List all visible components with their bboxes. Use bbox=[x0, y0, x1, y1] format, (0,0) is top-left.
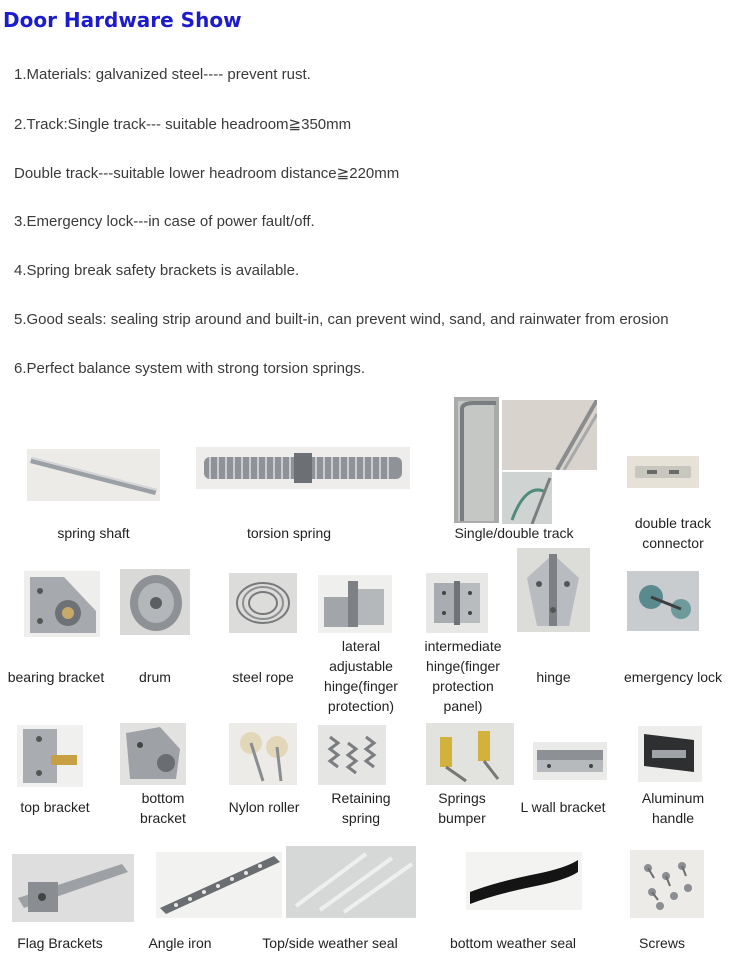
torsion-spring-label: torsion spring bbox=[246, 525, 332, 541]
lateral-hinge-label: lateral adjustable hinge(finger protection) bbox=[324, 638, 398, 714]
steel-rope-photo bbox=[229, 573, 297, 633]
spring-shaft-label: spring shaft bbox=[57, 525, 130, 541]
emergency-lock-photo bbox=[627, 571, 699, 631]
bottom-bracket-photo bbox=[120, 723, 186, 785]
feature-balance: 6.Perfect balance system with strong torsion springs. bbox=[14, 360, 365, 377]
track-detail-photo bbox=[502, 472, 552, 524]
hinge-photo bbox=[517, 548, 590, 632]
bottom-weather-seal-label: bottom weather seal bbox=[449, 935, 577, 951]
nylon-roller-label: Nylon roller bbox=[228, 799, 300, 815]
flag-brackets-label: Flag Brackets bbox=[17, 935, 103, 951]
feature-single-track: 2.Track:Single track--- suitable headroom≧350mm bbox=[14, 116, 352, 133]
hinge-label: hinge bbox=[536, 669, 571, 685]
page-title: Door Hardware Show bbox=[3, 8, 242, 32]
feature-emergency-lock: 3.Emergency lock---in case of power fault/off. bbox=[14, 213, 315, 230]
double-track-photo bbox=[502, 400, 597, 470]
drum-photo bbox=[120, 569, 190, 635]
single-double-track-label: Single/double track bbox=[454, 525, 574, 541]
bottom-bracket-label: bottom bracket bbox=[140, 790, 186, 826]
flag-brackets-photo bbox=[12, 854, 134, 922]
double-track-connector-label: double track connector bbox=[634, 515, 712, 551]
bearing-bracket-label: bearing bracket bbox=[7, 669, 105, 685]
screws-label: Screws bbox=[639, 935, 685, 951]
nylon-roller-photo bbox=[229, 723, 297, 785]
angle-iron-photo bbox=[156, 852, 282, 918]
feature-materials: 1.Materials: galvanized steel---- prevent rust. bbox=[14, 66, 311, 83]
intermediate-hinge-label: intermediate hinge(finger protection panel) bbox=[424, 638, 502, 714]
lateral-hinge-photo bbox=[318, 575, 392, 633]
screws-photo bbox=[630, 850, 704, 918]
top-side-weather-seal-label: Top/side weather seal bbox=[262, 935, 398, 951]
emergency-lock-label: emergency lock bbox=[623, 669, 723, 685]
drum-label: drum bbox=[139, 669, 171, 685]
l-wall-bracket-label: L wall bracket bbox=[520, 799, 606, 815]
feature-seals: 5.Good seals: sealing strip around and built-in, can prevent wind, sand, and rainwater from erosion bbox=[14, 311, 669, 328]
top-side-weather-seal-photo bbox=[286, 846, 416, 918]
spring-shaft-photo bbox=[27, 449, 160, 501]
double-track-connector-photo bbox=[627, 456, 699, 488]
intermediate-hinge-photo bbox=[426, 573, 488, 633]
angle-iron-label: Angle iron bbox=[148, 935, 212, 951]
springs-bumper-photo bbox=[426, 723, 514, 785]
feature-double-track: Double track---suitable lower headroom distance≧220mm bbox=[14, 165, 400, 182]
torsion-spring-photo bbox=[196, 447, 410, 489]
l-wall-bracket-photo bbox=[533, 742, 607, 780]
aluminum-handle-photo bbox=[638, 726, 702, 782]
feature-spring-brackets: 4.Spring break safety brackets is available. bbox=[14, 262, 300, 279]
top-bracket-label: top bracket bbox=[20, 799, 90, 815]
aluminum-handle-label: Aluminum handle bbox=[641, 790, 705, 826]
springs-bumper-label: Springs bumper bbox=[438, 790, 486, 826]
steel-rope-label: steel rope bbox=[232, 669, 294, 685]
retaining-spring-label: Retaining spring bbox=[331, 790, 391, 826]
bottom-weather-seal-photo bbox=[466, 852, 582, 910]
bearing-bracket-photo bbox=[24, 571, 100, 637]
top-bracket-photo bbox=[17, 725, 83, 787]
single-track-photo bbox=[454, 397, 499, 523]
retaining-spring-photo bbox=[318, 725, 386, 785]
